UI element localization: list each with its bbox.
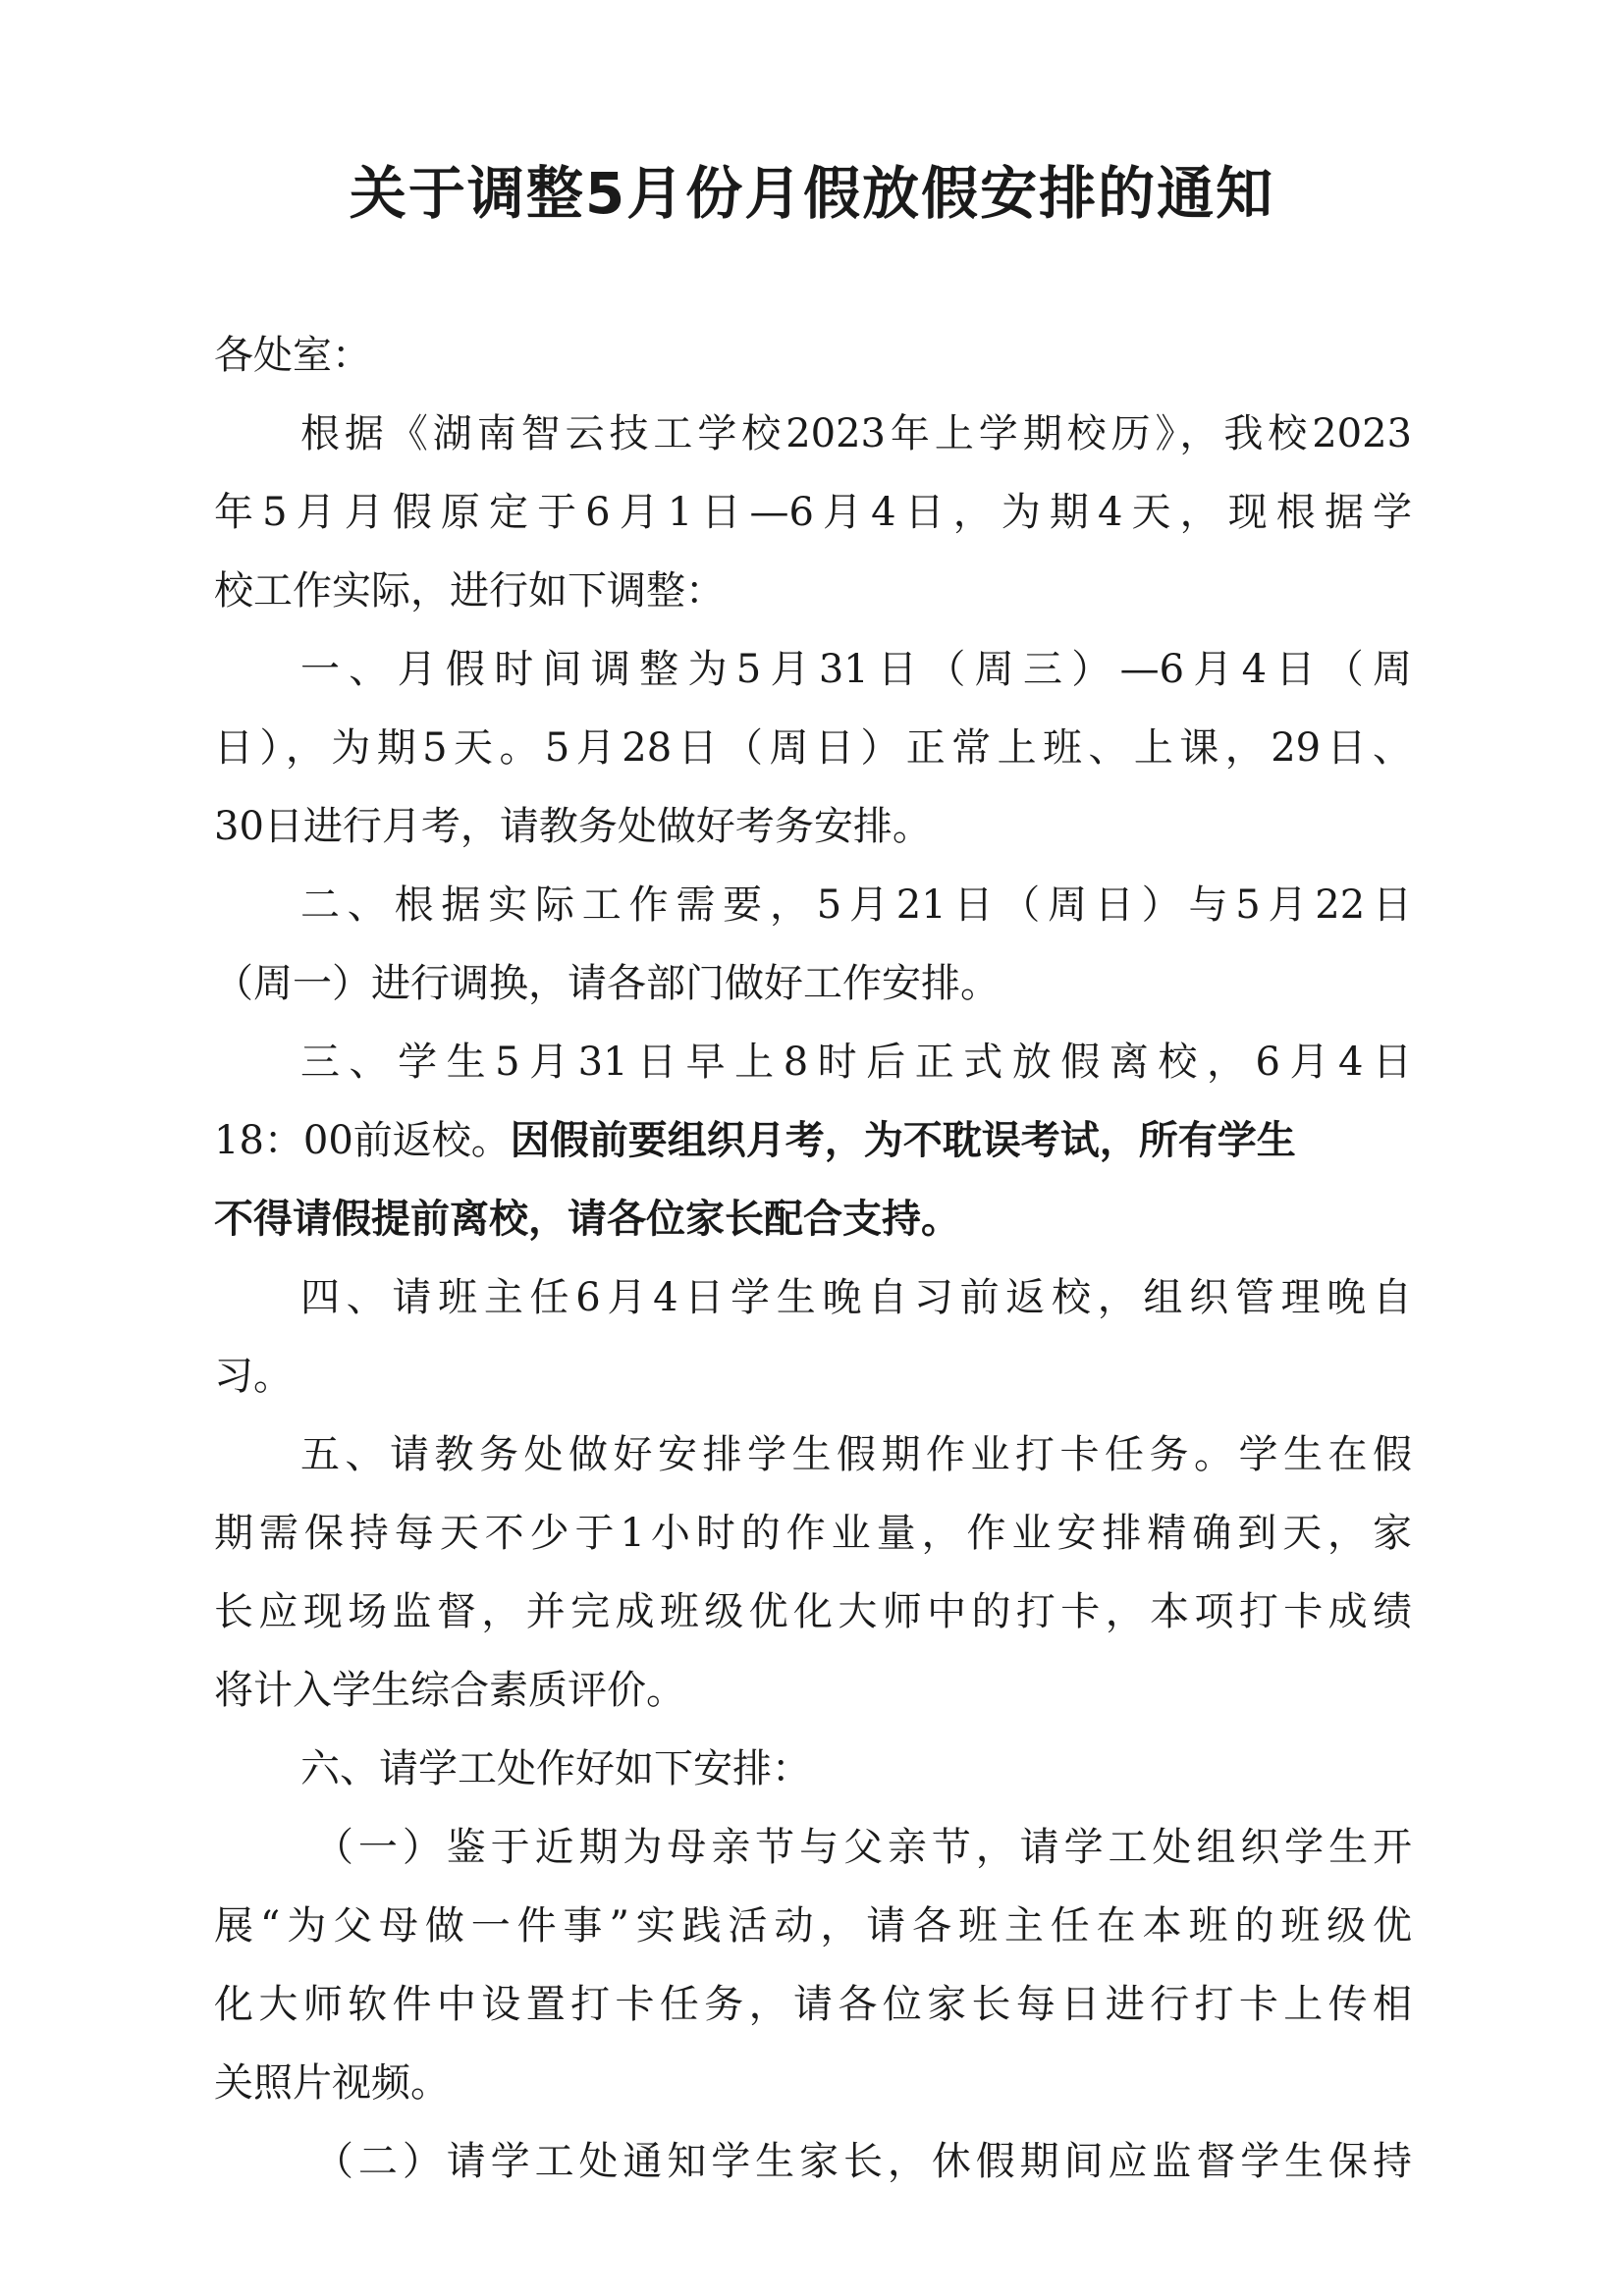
paragraph-item-4	[214, 1258, 1412, 1415]
paragraph-line: 三、学生5月31日早上8时后正式放假离校，6月4日	[300, 1040, 1412, 1085]
paragraph-subitem-2	[214, 2122, 1412, 2201]
paragraph-line-mixed	[214, 1101, 1412, 1180]
document-body	[214, 316, 1412, 2201]
paragraph-line: 二、根据实际工作需要，5月21日（周日）与5月22日	[300, 882, 1412, 928]
paragraph-line: 五、请教务处做好安排学生假期作业打卡任务。学生在假	[300, 1432, 1412, 1477]
paragraph-line: 四、请班主任6月4日学生晚自习前返校，组织管理晚自	[300, 1275, 1412, 1320]
paragraph-line: 一、月假时间调整为5月31日（周三）—6月4日（周	[300, 647, 1412, 692]
document-title: 关于调整5月份月假放假安排的通知	[349, 160, 1275, 227]
paragraph-line: （一）鉴于近期为母亲节与父亲节，请学工处组织学生开	[314, 1825, 1412, 1870]
paragraph-item-3	[214, 1023, 1412, 1258]
emphasis-text: 因假前要组织月考，为不耽误考试，所有学生	[510, 1117, 1296, 1163]
paragraph-line: 根据《湖南智云技工学校2023年上学期校历》，我校2023	[300, 411, 1412, 456]
paragraph-line: 期需保持每天不少于1小时的作业量，作业安排精确到天，家	[214, 1511, 1412, 1556]
return-time-text: 18：00前返校。	[214, 1118, 511, 1163]
paragraph-line: 长应现场监督，并完成班级优化大师中的打卡，本项打卡成绩	[214, 1589, 1412, 1634]
paragraph-item-5	[214, 1415, 1412, 1730]
paragraph-line: （二）请学工处通知学生家长，休假期间应监督学生保持	[314, 2139, 1412, 2184]
paragraph-item-2	[214, 866, 1412, 1023]
paragraph-intro	[214, 395, 1412, 630]
paragraph-line: 六、请学工处作好如下安排：	[300, 1746, 811, 1791]
paragraph-line: （周一）进行调换，请各部门做好工作安排。	[214, 961, 1000, 1006]
paragraph-line: 习。	[214, 1354, 293, 1399]
paragraph-line: 校工作实际，进行如下调整：	[214, 568, 725, 614]
paragraph-item-1	[214, 630, 1412, 866]
paragraph-line: 将计入学生综合素质评价。	[214, 1668, 685, 1713]
paragraph-subitem-1	[214, 1808, 1412, 2122]
salutation: 各处室：	[214, 333, 371, 378]
paragraph-line: 30日进行月考，请教务处做好考务安排。	[214, 804, 932, 849]
emphasis-line: 不得请假提前离校，请各位家长配合支持。	[214, 1196, 960, 1242]
paragraph-line: 展“为父母做一件事”实践活动，请各班主任在本班的班级优	[214, 1903, 1412, 1949]
paragraph-line: 化大师软件中设置打卡任务，请各位家长每日进行打卡上传相	[214, 1982, 1412, 2027]
paragraph-line: 日），为期5天。5月28日（周日）正常上班、上课，29日、	[214, 725, 1412, 771]
paragraph-item-6	[214, 1730, 1412, 1808]
paragraph-line: 关照片视频。	[214, 2060, 450, 2106]
paragraph-line: 年5月月假原定于6月1日—6月4日，为期4天，现根据学	[214, 490, 1412, 535]
